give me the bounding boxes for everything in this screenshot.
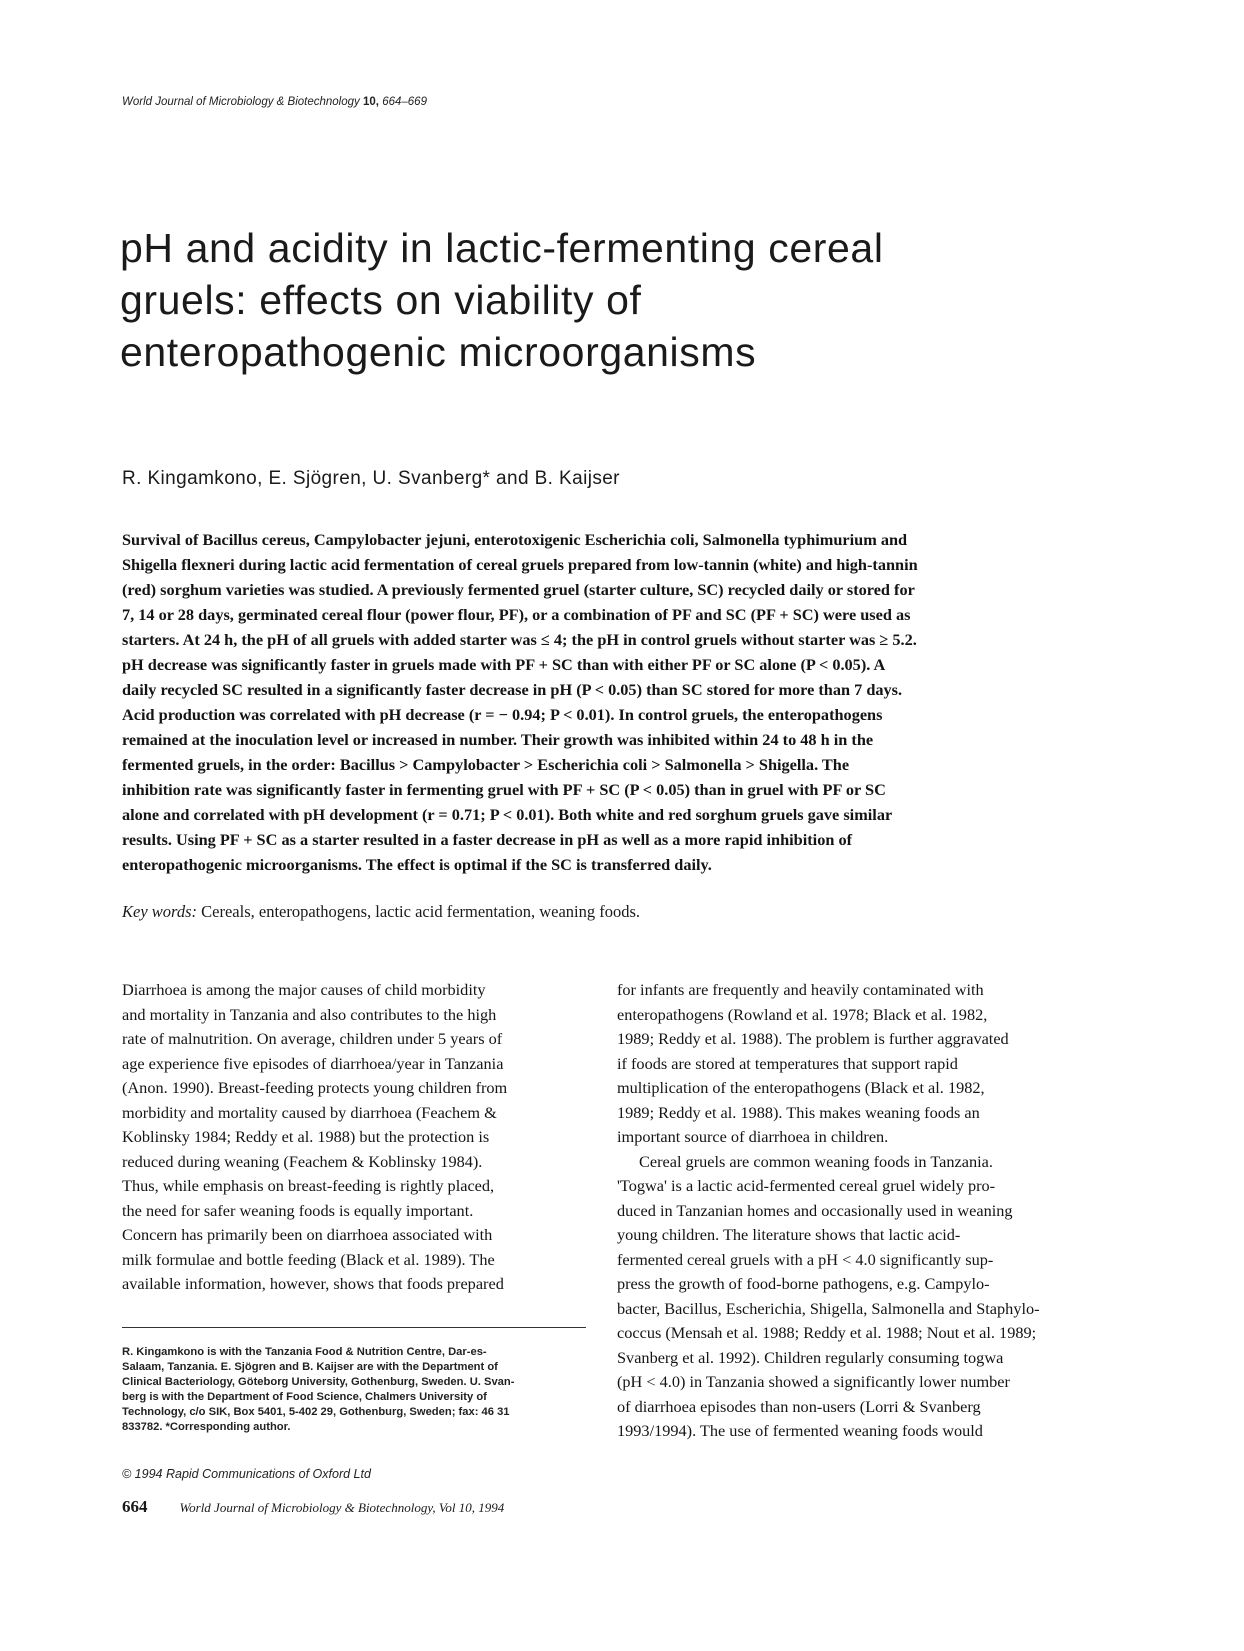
abstract-line: Acid production was correlated with pH decrease (r = − 0.94; P < 0.01). In control gruels, the enteropathogens bbox=[122, 705, 883, 724]
body-line: milk formulae and bottle feeding (Black et al. 1989). The bbox=[122, 1249, 495, 1269]
title-line: enteropathogenic microorganisms bbox=[120, 329, 757, 375]
keywords-text: Cereals, enteropathogens, lactic acid fermentation, weaning foods. bbox=[197, 902, 641, 921]
abstract-line: inhibition rate was significantly faster in fermenting gruel with PF + SC (P < 0.05) than in gruel with PF or SC bbox=[122, 780, 886, 799]
body-line: the need for safer weaning foods is equally important. bbox=[122, 1200, 474, 1220]
footer-journal-ref: World Journal of Microbiology & Biotechnology, Vol 10, 1994 bbox=[179, 1500, 505, 1515]
body-line: Svanberg et al. 1992). Children regularly consuming togwa bbox=[617, 1347, 1004, 1367]
body-line: (pH < 4.0) in Tanzania showed a significantly lower number bbox=[617, 1372, 1010, 1391]
body-line: rate of malnutrition. On average, children under 5 years of bbox=[122, 1029, 503, 1048]
page-number: 664 bbox=[122, 1497, 148, 1516]
body-line: Cereal gruels are common weaning foods in Tanzania. bbox=[639, 1151, 993, 1171]
body-line: fermented cereal gruels with a pH < 4.0 significantly sup- bbox=[617, 1249, 994, 1269]
footnote-line: R. Kingamkono is with the Tanzania Food & Nutrition Centre, Dar-es- bbox=[122, 1346, 487, 1358]
footnote-line: Technology, c/o SIK, Box 5401, 5-402 29, Gothenburg, Sweden; fax: 46 31 bbox=[122, 1406, 510, 1418]
abstract-line: results. Using PF + SC as a starter resulted in a faster decrease in pH as well as a more rapid inhibition of bbox=[122, 830, 853, 849]
copyright-notice: © 1994 Rapid Communications of Oxford Ltd bbox=[122, 1467, 371, 1481]
footnote-line: Clinical Bacteriology, Göteborg University, Gothenburg, Sweden. U. Svan- bbox=[122, 1376, 515, 1388]
footnote-divider bbox=[122, 1327, 586, 1328]
body-line: multiplication of the enteropathogens (Black et al. 1982, bbox=[617, 1078, 985, 1097]
abstract-line: enteropathogenic microorganisms. The effect is optimal if the SC is transferred daily. bbox=[122, 855, 712, 874]
body-line: 1989; Reddy et al. 1988). This makes weaning foods an bbox=[617, 1102, 980, 1122]
body-line: young children. The literature shows that lactic acid- bbox=[617, 1225, 961, 1244]
body-line: bacter, Bacillus, Escherichia, Shigella, Salmonella and Staphylo- bbox=[617, 1298, 1040, 1318]
header-journal: World Journal of Microbiology & Biotechnology bbox=[122, 96, 360, 108]
body-line: enteropathogens (Rowland et al. 1978; Black et al. 1982, bbox=[617, 1004, 988, 1024]
keywords bbox=[122, 902, 640, 922]
footnote-line: 833782. *Corresponding author. bbox=[122, 1421, 291, 1433]
abstract-line: daily recycled SC resulted in a significantly faster decrease in pH (P < 0.05) than SC stored for more than 7 days. bbox=[122, 680, 903, 699]
body-line: of diarrhoea episodes than non-users (Lorri & Svanberg bbox=[617, 1396, 981, 1416]
page-footer bbox=[122, 1497, 504, 1517]
abstract-line: remained at the inoculation level or increased in number. Their growth was inhibited within 24 to 48 h in the bbox=[122, 730, 874, 749]
body-line: press the growth of food-borne pathogens, e.g. Campylo- bbox=[617, 1274, 990, 1293]
body-line: Thus, while emphasis on breast-feeding is rightly placed, bbox=[122, 1176, 495, 1195]
body-line: Diarrhoea is among the major causes of child morbidity bbox=[122, 980, 486, 999]
abstract-line: 7, 14 or 28 days, germinated cereal flour (power flour, PF), or a combination of PF and SC (PF + SC) were used as bbox=[122, 605, 911, 624]
body-line: coccus (Mensah et al. 1988; Reddy et al. 1988; Nout et al. 1989; bbox=[617, 1323, 1037, 1342]
article-title bbox=[120, 222, 1100, 378]
body-line: and mortality in Tanzania and also contributes to the high bbox=[122, 1004, 497, 1024]
body-line: Concern has primarily been on diarrhoea associated with bbox=[122, 1225, 493, 1244]
footnote-line: berg is with the Department of Food Science, Chalmers University of bbox=[122, 1391, 487, 1403]
footnote-line: Salaam, Tanzania. E. Sjögren and B. Kaijser are with the Department of bbox=[122, 1361, 498, 1373]
abstract bbox=[122, 527, 1092, 877]
body-line: Koblinsky 1984; Reddy et al. 1988) but the protection is bbox=[122, 1127, 490, 1146]
body-line: (Anon. 1990). Breast-feeding protects young children from bbox=[122, 1078, 508, 1097]
body-line: morbidity and mortality caused by diarrhoea (Feachem & bbox=[122, 1102, 497, 1122]
body-line: if foods are stored at temperatures that support rapid bbox=[617, 1053, 958, 1073]
running-header bbox=[122, 96, 427, 108]
header-pages: 664–669 bbox=[382, 96, 427, 108]
body-line: available information, however, shows that foods prepared bbox=[122, 1274, 504, 1293]
body-line: 'Togwa' is a lactic acid-fermented cereal gruel widely pro- bbox=[617, 1176, 996, 1195]
abstract-line: pH decrease was significantly faster in gruels made with PF + SC than with either PF or SC alone (P < 0.05). A bbox=[122, 655, 886, 674]
body-line: reduced during weaning (Feachem & Koblinsky 1984). bbox=[122, 1151, 483, 1171]
body-column-right bbox=[617, 978, 1087, 1444]
body-line: 1989; Reddy et al. 1988). The problem is further aggravated bbox=[617, 1029, 1009, 1048]
body-line: 1993/1994). The use of fermented weaning foods would bbox=[617, 1421, 983, 1440]
body-line: duced in Tanzanian homes and occasionally used in weaning bbox=[617, 1200, 1013, 1220]
title-line: pH and acidity in lactic-fermenting cereal bbox=[120, 225, 884, 271]
keywords-label: Key words: bbox=[122, 902, 198, 921]
abstract-line: Survival of Bacillus cereus, Campylobacter jejuni, enterotoxigenic Escherichia coli, Salmonella typhimurium and bbox=[122, 530, 908, 549]
abstract-line: fermented gruels, in the order: Bacillus > Campylobacter > Escherichia coli > Salmonella > Shigella. The bbox=[122, 755, 850, 774]
abstract-line: alone and correlated with pH development (r = 0.71; P < 0.01). Both white and red sorghum gruels gave similar bbox=[122, 805, 893, 824]
title-line: gruels: effects on viability of bbox=[120, 277, 642, 323]
author-list: R. Kingamkono, E. Sjögren, U. Svanberg* and B. Kaijser bbox=[122, 468, 620, 489]
body-line: age experience five episodes of diarrhoea/year in Tanzania bbox=[122, 1053, 504, 1073]
body-line: for infants are frequently and heavily contaminated with bbox=[617, 980, 984, 999]
abstract-line: Shigella flexneri during lactic acid fermentation of cereal gruels prepared from low-tannin (white) and high-tannin bbox=[122, 555, 918, 574]
header-volume: 10, bbox=[363, 96, 379, 108]
abstract-line: (red) sorghum varieties was studied. A previously fermented gruel (starter culture, SC) recycled daily or stored for bbox=[122, 580, 915, 599]
body-column-left bbox=[122, 978, 586, 1297]
body-line: important source of diarrhoea in children. bbox=[617, 1127, 889, 1146]
affiliation-footnote bbox=[122, 1345, 586, 1435]
abstract-line: starters. At 24 h, the pH of all gruels with added starter was ≤ 4; the pH in control gruels without starter was ≥ 5.2. bbox=[122, 630, 917, 649]
